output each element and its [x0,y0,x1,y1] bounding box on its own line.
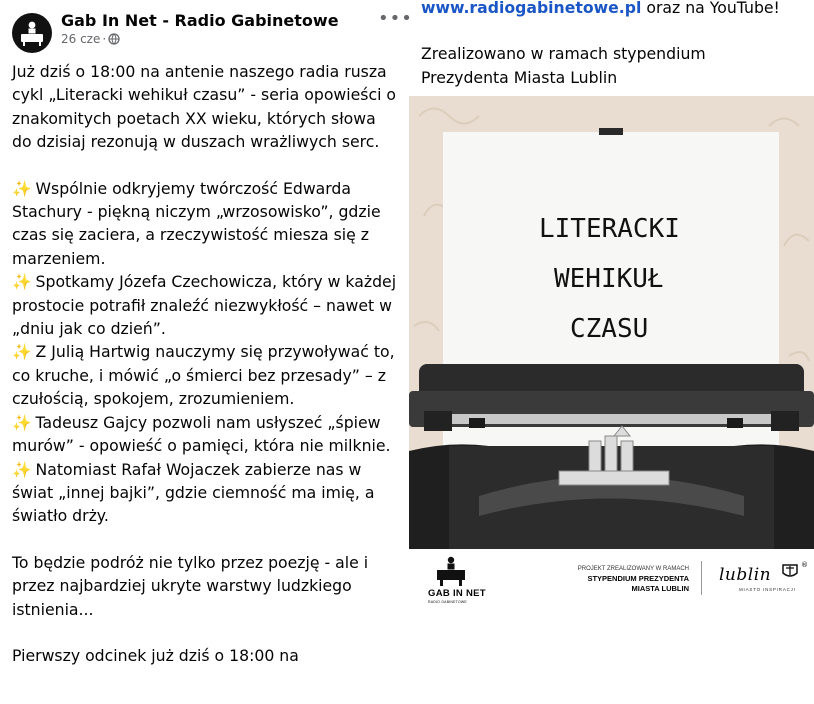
sparkle-icon: ✨ [12,342,32,362]
funding-line: Zrealizowano w ramach stypendium [421,44,706,63]
post-meta [61,32,120,46]
sparkle-icon: ✨ [12,459,32,479]
globe-icon[interactable] [108,33,120,45]
project-line: PROJEKT ZREALIZOWANY W RAMACH [577,566,689,572]
link-line: www.radiogabinetowe.pl oraz na YouTube! [421,0,780,17]
page-name-link[interactable]: Gab In Net - Radio Gabinetowe [61,11,339,30]
gab-in-net-logo-icon [431,555,471,589]
post-header [12,8,413,54]
sparkle-icon: ✨ [12,272,32,292]
gab-in-net-logo-icon [12,13,52,53]
post-paragraph: To będzie podróż nie tylko przez poezję - ale i przez najbardziej ukryte warstwy ludzkiego istnienia... [12,552,369,619]
post-paragraph: ✨ Z Julią Hartwig nauczymy się przywoływać to, co kruche, i mówić „o śmierci bez przesady” – z czułością, spokojem, zrozumieniem. [12,342,395,409]
poster-title-line: CZASU [570,314,649,344]
post-timestamp[interactable]: 26 cze [61,32,101,46]
footer-logo-sub: RADIO GABINETOWE [428,600,467,604]
ellipsis-icon[interactable]: ••• [378,8,413,29]
lublin-crest-icon [781,563,799,579]
funding-line: Prezydenta Miasta Lublin [421,68,618,87]
post-text [12,60,398,667]
post-paragraph: ✨ Spotkamy Józefa Czechowicza, który w każdej prostocie potrafił znaleźć niezwykłość – nawet w „dniu jak co dzień”. [12,272,397,339]
post-paragraph: ✨ Wspólnie odkryjemy twórczość Edwarda Stachury - piękną niczym „wrzosowisko”, gdzie czas się zaciera, a rzeczywistość miesza się z marzeniem. [12,178,381,268]
post-paragraph: Pierwszy odcinek już dziś o 18:00 na [12,645,299,665]
page-avatar[interactable] [12,13,52,53]
post-paragraph: ✨ Tadeusz Gajcy pozwoli nam usłyszeć „śpiew murów” - opowieść o pamięci, która nie milknie. [12,412,391,456]
lublin-tagline: MIASTO INSPIRACJI [739,587,796,592]
poster-footer [409,549,814,620]
project-line: STYPENDIUM PREZYDENTA [587,574,689,583]
post-paragraph: Już dziś o 18:00 na antenie naszego radia rusza cykl „Literacki wehikuł czasu” - seria opowieści o znakomitych poetach XX wieku, których słowa do dzisiaj rezonują w duszach wrażliwych serc. [12,62,397,152]
poster-image[interactable] [409,96,814,549]
post-paragraph: ✨ Natomiast Rafał Wojaczek zabierze nas w świat „innej bajki”, gdzie ciemność ma imię, a światło drży. [12,459,375,526]
divider [701,561,702,595]
project-line: MIASTA LUBLIN [631,584,689,593]
website-link[interactable]: www.radiogabinetowe.pl [421,0,642,17]
lublin-logo-text: lublin [719,565,772,585]
poster-title-line: WEHIKUŁ [554,264,664,294]
post-continuation [409,0,814,704]
sparkle-icon: ✨ [12,412,32,432]
meta-separator: · [102,32,107,46]
poster-title-line: LITERACKI [539,214,680,244]
registered-mark: ® [801,561,808,569]
sparkle-icon: ✨ [12,178,32,198]
footer-logo-text: GAB IN NET [428,588,486,599]
